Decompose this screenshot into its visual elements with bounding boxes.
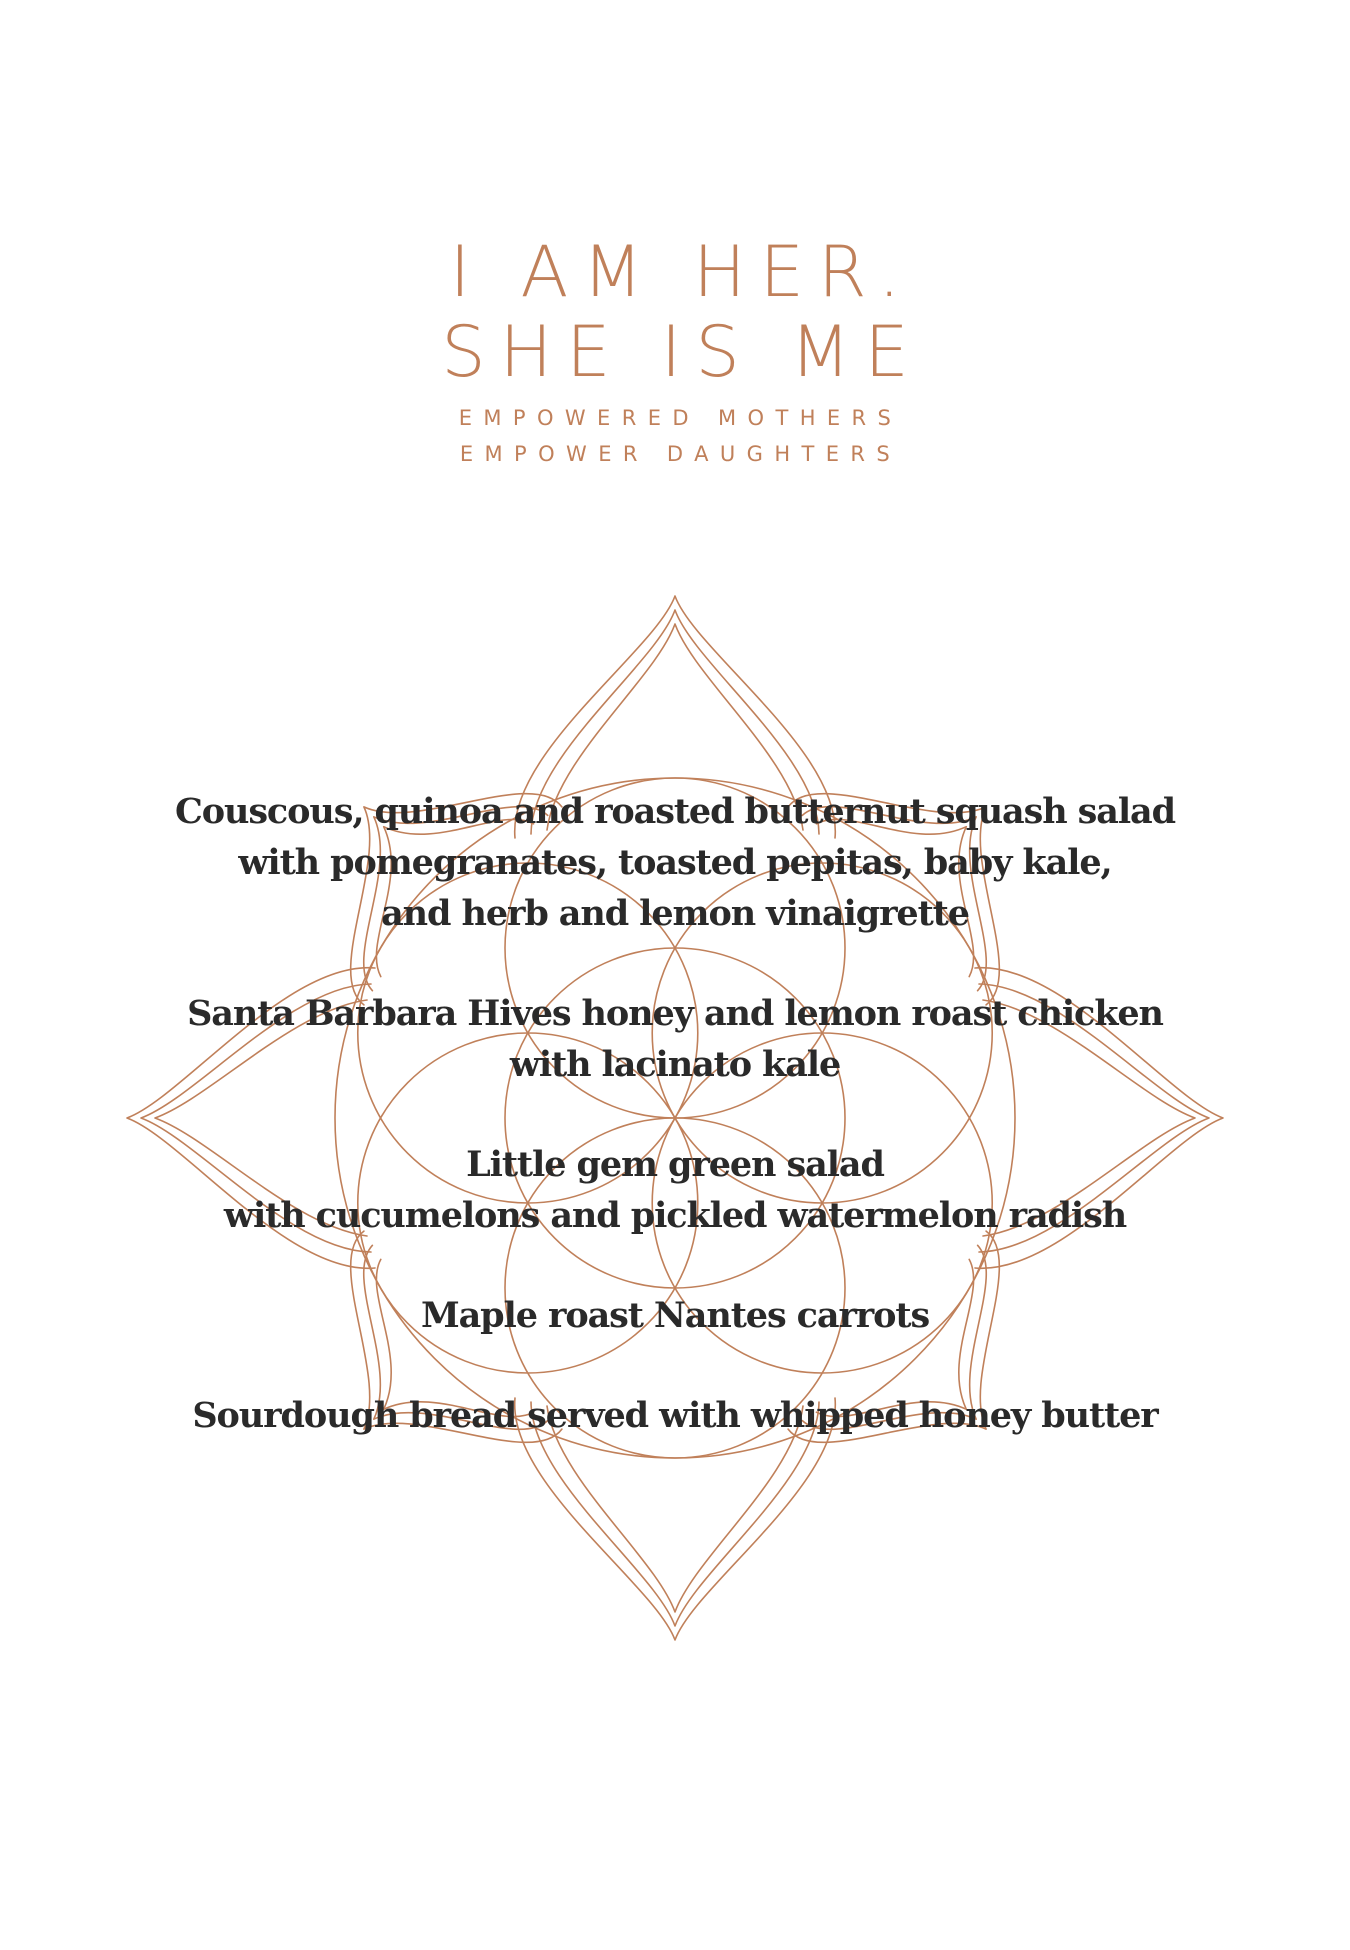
menu-item — [0, 786, 1350, 939]
brand-title-line-1: I AM HER. — [449, 231, 915, 313]
menu-item-line: and herb and lemon vinaigrette — [381, 893, 969, 934]
menu-item-line: with pomegranates, toasted pepitas, baby kale, — [238, 842, 1112, 883]
menu-item-line: with cucumelons and pickled watermelon radish — [223, 1195, 1127, 1236]
brand-title-line-2: SHE IS ME — [441, 311, 923, 393]
menu-item-line: Couscous, quinoa and roasted butternut squash salad — [174, 791, 1176, 832]
menu-item-line: with lacinato kale — [509, 1044, 841, 1085]
menu-item-line: Maple roast Nantes carrots — [420, 1295, 930, 1336]
menu-item — [0, 1390, 1350, 1441]
brand-tagline-line-2: EMPOWER DAUGHTERS — [459, 442, 902, 466]
menu-item — [0, 1139, 1350, 1241]
menu-item-line: Sourdough bread served with whipped honey butter — [192, 1395, 1158, 1436]
brand-logo — [0, 232, 1350, 472]
menu-list — [0, 786, 1350, 1490]
menu-item — [0, 988, 1350, 1090]
menu-item-line: Santa Barbara Hives honey and lemon roast chicken — [187, 993, 1163, 1034]
menu-item — [0, 1290, 1350, 1341]
brand-tagline-line-1: EMPOWERED MOTHERS — [458, 406, 903, 430]
menu-item-line: Little gem green salad — [466, 1144, 884, 1185]
